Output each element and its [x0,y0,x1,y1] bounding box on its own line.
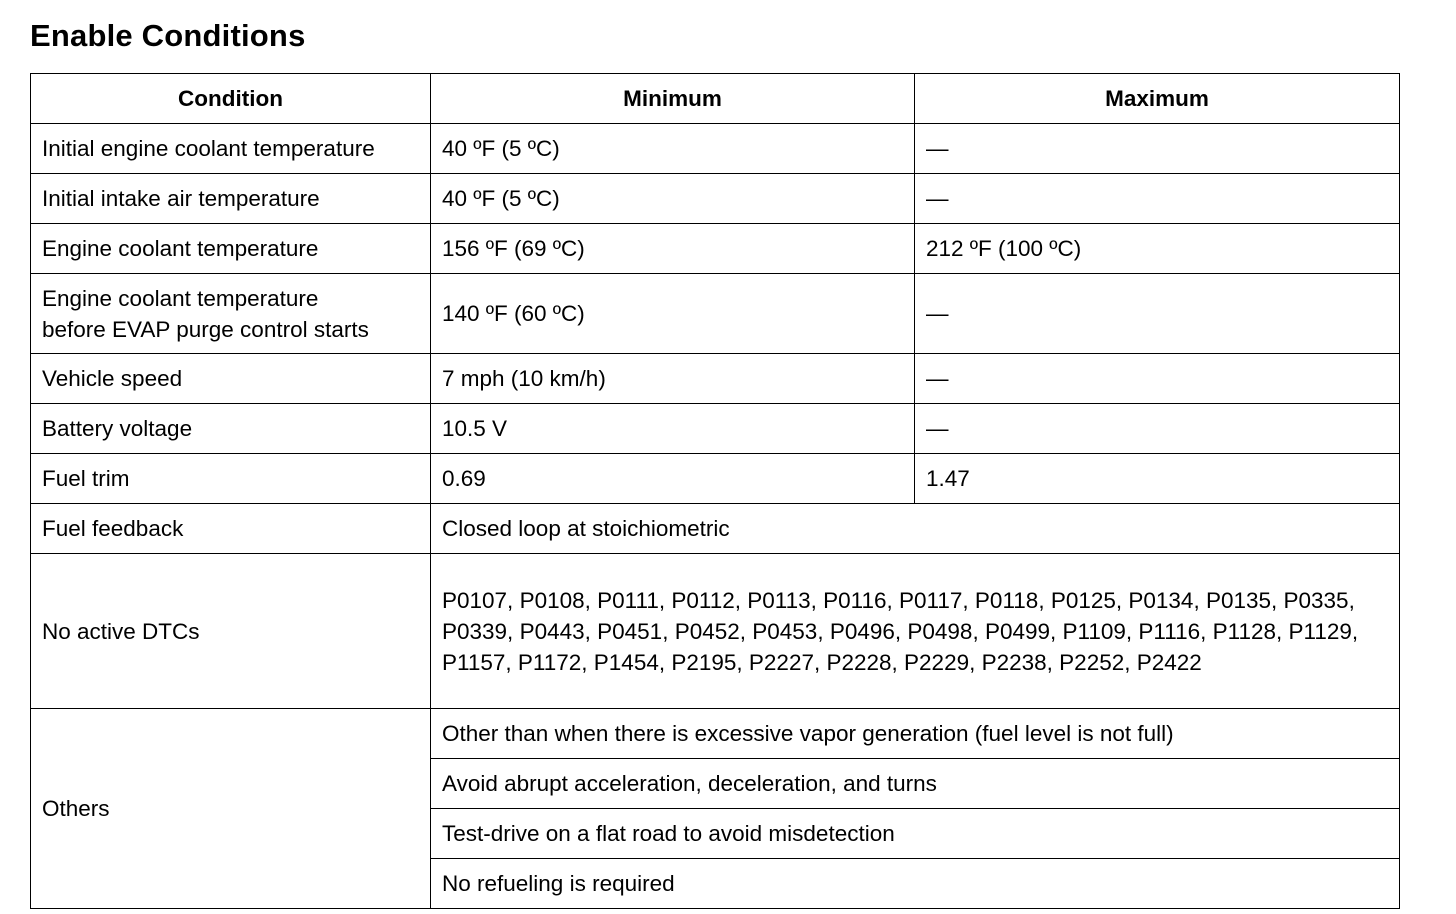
table-row [31,554,1400,709]
condition-cell: No active DTCs [31,554,431,709]
table-row [31,709,1400,759]
condition-cell: Vehicle speed [31,354,431,404]
condition-cell: Others [31,709,431,909]
table-row [31,124,1400,174]
maximum-cell: — [915,274,1400,354]
minimum-cell: 0.69 [431,454,915,504]
others-item: Other than when there is excessive vapor generation (fuel level is not full) [431,709,1400,759]
table-row [31,504,1400,554]
minimum-cell: 40 ºF (5 ºC) [431,174,915,224]
table-row [31,274,1400,354]
condition-cell: Initial intake air temperature [31,174,431,224]
table-row [31,224,1400,274]
others-item: Test-drive on a flat road to avoid misdetection [431,809,1400,859]
condition-cell: Battery voltage [31,404,431,454]
enable-conditions-table [30,73,1400,909]
maximum-cell: 1.47 [915,454,1400,504]
condition-line: Engine coolant temperature [42,285,319,311]
table-row [31,404,1400,454]
condition-cell: Fuel feedback [31,504,431,554]
condition-cell: Engine coolant temperature [31,224,431,274]
maximum-cell: — [915,354,1400,404]
maximum-cell: — [915,124,1400,174]
header-minimum: Minimum [431,74,915,124]
minimum-cell: 10.5 V [431,404,915,454]
header-maximum: Maximum [915,74,1400,124]
condition-cell: Fuel trim [31,454,431,504]
minimum-cell: 156 ºF (69 ºC) [431,224,915,274]
table-row [31,454,1400,504]
condition-cell [31,274,431,354]
maximum-cell: 212 ºF (100 ºC) [915,224,1400,274]
value-cell: Closed loop at stoichiometric [431,504,1400,554]
header-condition: Condition [31,74,431,124]
condition-cell: Initial engine coolant temperature [31,124,431,174]
page-title: Enable Conditions [30,18,306,53]
table-row [31,354,1400,404]
table-row [31,174,1400,224]
maximum-cell: — [915,404,1400,454]
minimum-cell: 7 mph (10 km/h) [431,354,915,404]
minimum-cell: 140 ºF (60 ºC) [431,274,915,354]
condition-line: before EVAP purge control starts [42,316,369,342]
minimum-cell: 40 ºF (5 ºC) [431,124,915,174]
dtc-list-cell: P0107, P0108, P0111, P0112, P0113, P0116, P0117, P0118, P0125, P0134, P0135, P0335, P0339, P0443, P0451, P0452, P0453, P0496, P0498, P0499, P1109, P1116, P1128, P1129, P1157, P1172, P1454, P2195, P2227, P2228, P2229, P2238, P2252, P2422 [431,554,1400,709]
others-item: Avoid abrupt acceleration, deceleration, and turns [431,759,1400,809]
table-header-row [31,74,1400,124]
maximum-cell: — [915,174,1400,224]
others-item: No refueling is required [431,859,1400,909]
